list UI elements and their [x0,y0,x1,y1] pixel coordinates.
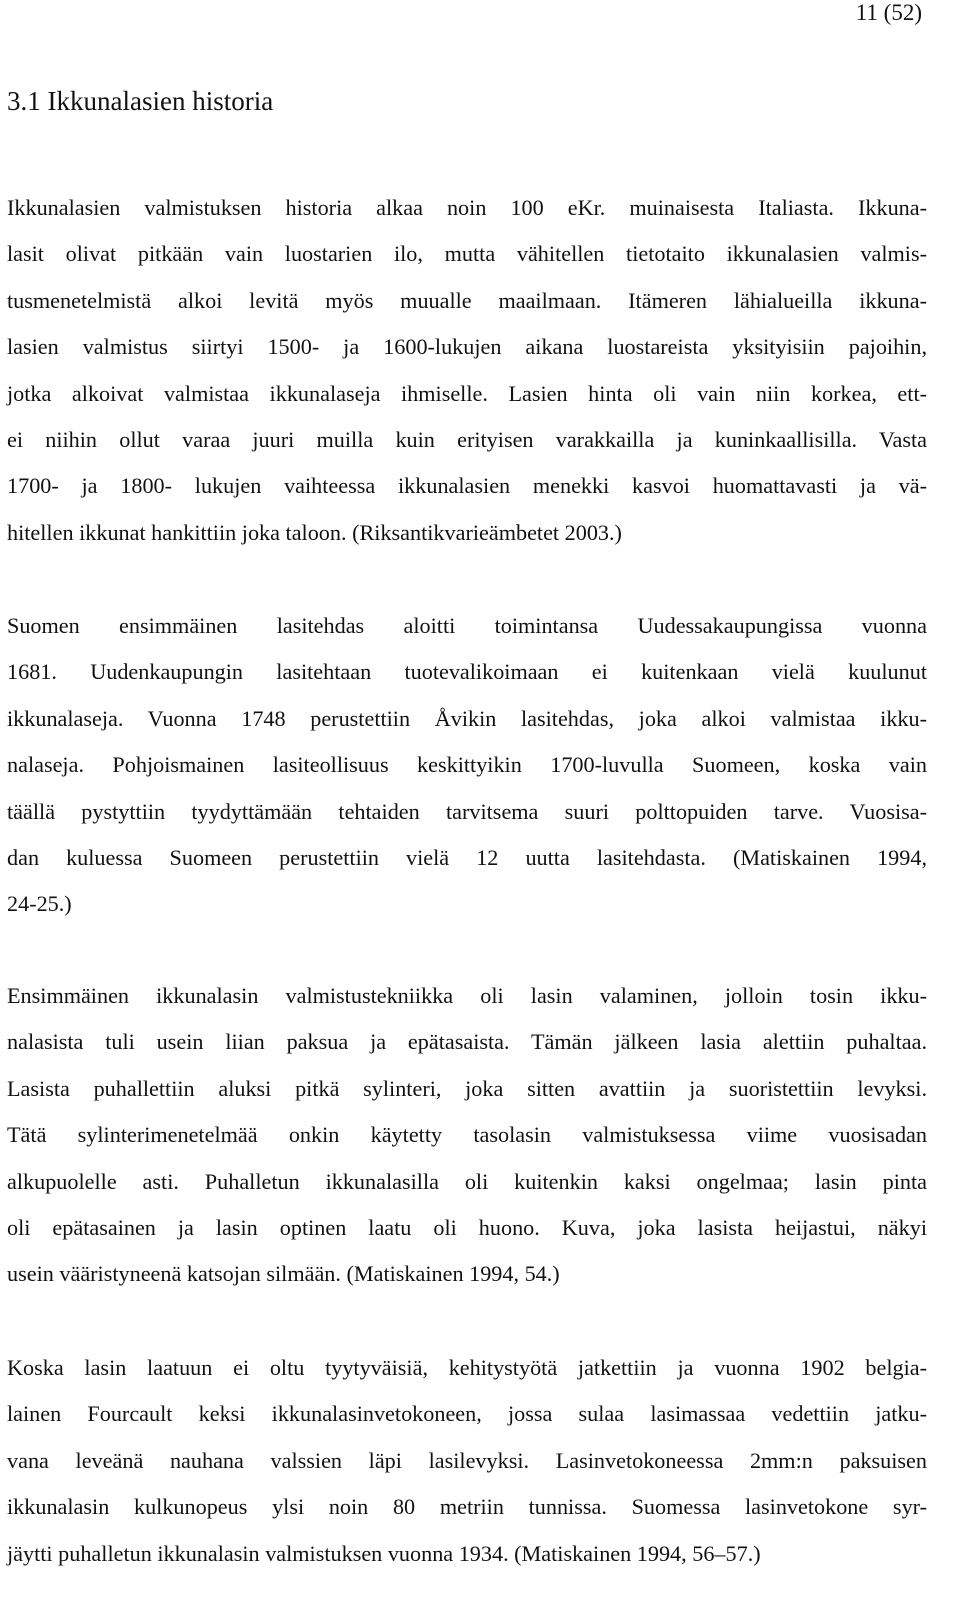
paragraph-line: dan kuluessa Suomeen perustettiin vielä 12 uutta lasitehdasta. (Matiskainen 1994, [7,845,927,871]
paragraph-line: Ensimmäinen ikkunalasin valmistustekniikka oli lasin valaminen, jolloin tosin ikku- [7,983,927,1008]
paragraph-line: ikkunalasin kulkunopeus ylsi noin 80 metriin tunnissa. Suomessa lasinvetokone syr- [7,1494,927,1520]
paragraph-drawing-machine [7,1345,927,1577]
paragraph-line: lasien valmistus siirtyi 1500- ja 1600-lukujen aikana luostareista yksityisiin pajoihin, [7,334,927,360]
paragraph-line: Ikkunalasien valmistuksen historia alkaa noin 100 eKr. muinaisesta Italiasta. Ikkuna- [7,195,927,220]
paragraph-line: nalaseja. Pohjoismainen lasiteollisuus keskittyikin 1700-luvulla Suomeen, koska vain [7,752,927,778]
paragraph-line: alkupuolelle asti. Puhalletun ikkunalasilla oli kuitenkin kaksi ongelmaa; lasin pinta [7,1168,927,1194]
paragraph-finnish-glassworks [7,603,927,928]
paragraph-line: Lasista puhallettiin aluksi pitkä sylinteri, joka sitten avattiin ja suoristettiin levyksi. [7,1075,927,1101]
page-number: 11 (52) [855,0,922,25]
paragraph-window-glass-history [7,185,927,556]
paragraph-line: lainen Fourcault keksi ikkunalasinvetokoneen, jossa sulaa lasimassaa vedettiin jatku- [7,1401,927,1427]
paragraph-line: Suomen ensimmäinen lasitehdas aloitti toimintansa Uudessakaupungissa vuonna [7,613,927,638]
paragraph-line: vana leveänä nauhana valssien läpi lasilevyksi. Lasinvetokoneessa 2mm:n paksuisen [7,1447,927,1473]
paragraph-line: jotka alkoivat valmistaa ikkunalaseja ihmiselle. Lasien hinta oli vain niin korkea, ett- [7,380,927,406]
paragraph-line: 1700- ja 1800- lukujen vaihteessa ikkunalasien menekki kasvoi huomattavasti ja vä- [7,473,927,499]
paragraph-line: ei niihin ollut varaa juuri muilla kuin erityisen varakkailla ja kuninkaallisilla. Vasta [7,427,927,453]
paragraph-line: täällä pystyttiin tyydyttämään tehtaiden tarvitsema suuri polttopuiden tarve. Vuosisa- [7,798,927,824]
paragraph-glass-techniques [7,973,927,1298]
paragraph-line: 1681. Uudenkaupungin lasitehtaan tuotevalikoimaan ei kuitenkaan vielä kuulunut [7,659,927,685]
paragraph-line: hitellen ikkunat hankittiin joka taloon. (Riksantikvarieämbetet 2003.) [7,519,622,545]
paragraph-line: jäytti puhalletun ikkunalasin valmistuksen vuonna 1934. (Matiskainen 1994, 56–57.) [7,1540,761,1566]
paragraph-line: ikkunalaseja. Vuonna 1748 perustettiin Åvikin lasitehdas, joka alkoi valmistaa ikku- [7,705,927,731]
paragraph-line: Koska lasin laatuun ei oltu tyytyväisiä, kehitystyötä jatkettiin ja vuonna 1902 belgia- [7,1355,927,1380]
paragraph-line: nalasista tuli usein liian paksua ja epätasaista. Tämän jälkeen lasia alettiin puhaltaa. [7,1029,927,1055]
paragraph-line: oli epätasainen ja lasin optinen laatu oli huono. Kuva, joka lasista heijastui, näkyi [7,1215,927,1241]
paragraph-line: 24-25.) [7,891,72,917]
paragraph-line: usein vääristyneenä katsojan silmään. (Matiskainen 1994, 54.) [7,1261,560,1287]
paragraph-line: tusmenetelmistä alkoi levitä myös muualle maailmaan. Itämeren lähialueilla ikkuna- [7,287,927,313]
paragraph-line: Tätä sylinterimenetelmää onkin käytetty tasolasin valmistuksessa viime vuosisadan [7,1122,927,1148]
section-title: 3.1 Ikkunalasien historia [7,86,274,116]
paragraph-line: lasit olivat pitkään vain luostarien ilo, mutta vähitellen tietotaito ikkunalasien valmis- [7,241,927,267]
